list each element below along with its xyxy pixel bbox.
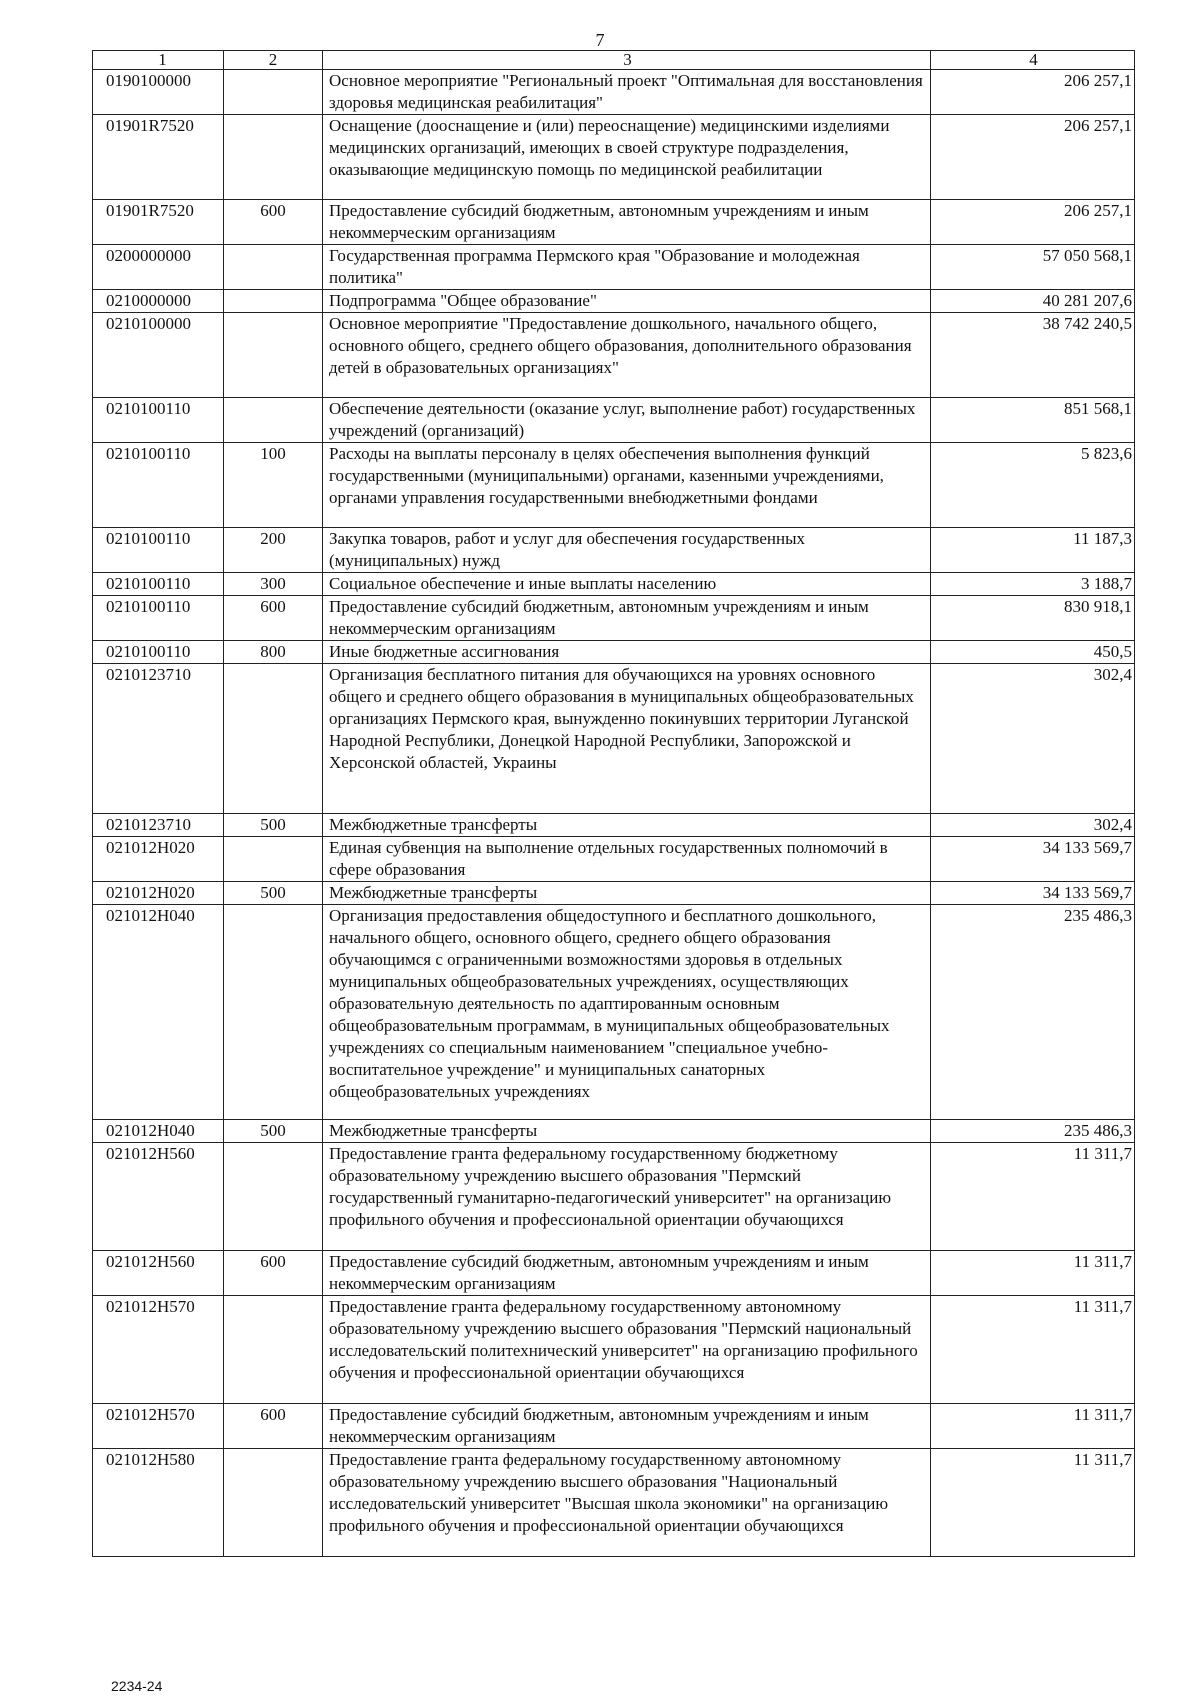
- budget-table: [92, 50, 1135, 1557]
- row-code: 01901R7520: [93, 200, 224, 245]
- row-amount: 5 823,6: [931, 443, 1135, 528]
- row-code: 0210100110: [93, 398, 224, 443]
- row-expense-type: [224, 1296, 323, 1404]
- row-expense-type: [224, 664, 323, 814]
- table-header-row: [93, 51, 1135, 70]
- row-expense-type: [224, 398, 323, 443]
- row-code: 0210100110: [93, 573, 224, 596]
- row-amount: 302,4: [931, 664, 1135, 814]
- row-code: 0210100110: [93, 443, 224, 528]
- table-row: [93, 245, 1135, 290]
- row-description: Оснащение (дооснащение и (или) переоснащение) медицинскими изделиями медицинских организаций, имеющих в своей структуре подразделения, оказывающие медицинскую помощь по медицинской реабилитации: [323, 115, 931, 200]
- table-row: [93, 1296, 1135, 1404]
- row-amount: 851 568,1: [931, 398, 1135, 443]
- table-row: [93, 398, 1135, 443]
- row-code: 0190100000: [93, 70, 224, 115]
- row-amount: 235 486,3: [931, 905, 1135, 1120]
- row-code: 0210100110: [93, 641, 224, 664]
- row-expense-type: 200: [224, 528, 323, 573]
- row-code: 01901R7520: [93, 115, 224, 200]
- table-body: [93, 70, 1135, 1557]
- table-row: [93, 443, 1135, 528]
- document-code: 2234-24: [111, 1678, 163, 1694]
- header-col-3: 3: [323, 51, 931, 70]
- row-code: 021012Н040: [93, 1120, 224, 1143]
- row-amount: 206 257,1: [931, 200, 1135, 245]
- row-description: Организация бесплатного питания для обучающихся на уровнях основного общего и среднего общего образования в муниципальных общеобразовательных организациях Пермского края, вынужденно покинувших территории Луганской Народной Республики, Донецкой Народной Республики, Запорожской и Херсонской областей, Украины: [323, 664, 931, 814]
- row-amount: 11 311,7: [931, 1404, 1135, 1449]
- row-expense-type: 100: [224, 443, 323, 528]
- row-expense-type: [224, 290, 323, 313]
- table-row: [93, 596, 1135, 641]
- table-row: [93, 313, 1135, 398]
- table-row: [93, 1449, 1135, 1557]
- row-description: Межбюджетные трансферты: [323, 814, 931, 837]
- row-description: Предоставление гранта федеральному государственному автономному образовательному учреждению высшего образования "Пермский национальный исследовательский политехнический университет" на организацию профильного обучения и профессиональной ориентации обучающихся: [323, 1296, 931, 1404]
- row-amount: 11 187,3: [931, 528, 1135, 573]
- row-code: 0210123710: [93, 814, 224, 837]
- row-amount: 450,5: [931, 641, 1135, 664]
- page-number: 7: [595, 30, 605, 50]
- row-description: Предоставление субсидий бюджетным, автономным учреждениям и иным некоммерческим организациям: [323, 1404, 931, 1449]
- row-expense-type: 600: [224, 1404, 323, 1449]
- row-description: Основное мероприятие "Региональный проект "Оптимальная для восстановления здоровья медицинская реабилитация": [323, 70, 931, 115]
- row-expense-type: 500: [224, 814, 323, 837]
- row-description: Межбюджетные трансферты: [323, 1120, 931, 1143]
- row-description: Межбюджетные трансферты: [323, 882, 931, 905]
- row-expense-type: 500: [224, 882, 323, 905]
- row-expense-type: [224, 313, 323, 398]
- row-amount: 34 133 569,7: [931, 837, 1135, 882]
- table-row: [93, 882, 1135, 905]
- row-code: 0200000000: [93, 245, 224, 290]
- table-row: [93, 70, 1135, 115]
- row-code: 021012Н020: [93, 837, 224, 882]
- row-expense-type: [224, 245, 323, 290]
- table-row: [93, 905, 1135, 1120]
- row-code: 021012Н570: [93, 1404, 224, 1449]
- row-description: Организация предоставления общедоступного и бесплатного дошкольного, начального общего, основного общего, среднего общего образования обучающимся с ограниченными возможностями здоровья в отдельных муниципальных общеобразовательных учреждениях, осуществляющих образовательную деятельность по адаптированным основным общеобразовательным программам, в муниципальных общеобразовательных учреждениях со специальным наименованием "специальное учебно-воспитательное учреждение" и муниципальных санаторных общеобразовательных учреждениях: [323, 905, 931, 1120]
- row-code: 021012Н020: [93, 882, 224, 905]
- row-expense-type: 500: [224, 1120, 323, 1143]
- row-amount: 206 257,1: [931, 115, 1135, 200]
- row-code: 0210100110: [93, 528, 224, 573]
- row-expense-type: [224, 837, 323, 882]
- row-description: Предоставление субсидий бюджетным, автономным учреждениям и иным некоммерческим организациям: [323, 1251, 931, 1296]
- table-row: [93, 837, 1135, 882]
- row-code: 021012Н570: [93, 1296, 224, 1404]
- row-description: Предоставление субсидий бюджетным, автономным учреждениям и иным некоммерческим организациям: [323, 596, 931, 641]
- header-col-4: 4: [931, 51, 1135, 70]
- table-row: [93, 115, 1135, 200]
- row-description: Предоставление гранта федеральному государственному бюджетному образовательному учреждению высшего образования "Пермский государственный гуманитарно-педагогический университет" на организацию профильного обучения и профессиональной ориентации обучающихся: [323, 1143, 931, 1251]
- table-row: [93, 1404, 1135, 1449]
- row-description: Расходы на выплаты персоналу в целях обеспечения выполнения функций государственными (муниципальными) органами, казенными учреждениями, органами управления государственными внебюджетными фондами: [323, 443, 931, 528]
- table-row: [93, 573, 1135, 596]
- row-amount: 3 188,7: [931, 573, 1135, 596]
- row-description: Предоставление субсидий бюджетным, автономным учреждениям и иным некоммерческим организациям: [323, 200, 931, 245]
- row-expense-type: 600: [224, 1251, 323, 1296]
- row-code: 021012Н560: [93, 1143, 224, 1251]
- row-code: 0210000000: [93, 290, 224, 313]
- row-amount: 830 918,1: [931, 596, 1135, 641]
- row-amount: 302,4: [931, 814, 1135, 837]
- row-description: Государственная программа Пермского края "Образование и молодежная политика": [323, 245, 931, 290]
- row-description: Обеспечение деятельности (оказание услуг, выполнение работ) государственных учреждений (организаций): [323, 398, 931, 443]
- row-amount: 235 486,3: [931, 1120, 1135, 1143]
- table-row: [93, 528, 1135, 573]
- table-row: [93, 641, 1135, 664]
- row-code: 021012Н560: [93, 1251, 224, 1296]
- row-expense-type: 600: [224, 200, 323, 245]
- row-description: Подпрограмма "Общее образование": [323, 290, 931, 313]
- row-amount: 11 311,7: [931, 1143, 1135, 1251]
- table-row: [93, 200, 1135, 245]
- row-amount: 38 742 240,5: [931, 313, 1135, 398]
- row-description: Предоставление гранта федеральному государственному автономному образовательному учреждению высшего образования "Национальный исследовательский университет "Высшая школа экономики" на организацию профильного обучения и профессиональной ориентации обучающихся: [323, 1449, 931, 1557]
- table-row: [93, 290, 1135, 313]
- row-description: Единая субвенция на выполнение отдельных государственных полномочий в сфере образования: [323, 837, 931, 882]
- row-amount: 11 311,7: [931, 1449, 1135, 1557]
- row-expense-type: 800: [224, 641, 323, 664]
- row-description: Основное мероприятие "Предоставление дошкольного, начального общего, основного общего, среднего общего образования, дополнительного образования детей в образовательных организациях": [323, 313, 931, 398]
- row-description: Закупка товаров, работ и услуг для обеспечения государственных (муниципальных) нужд: [323, 528, 931, 573]
- row-amount: 206 257,1: [931, 70, 1135, 115]
- row-code: 021012Н580: [93, 1449, 224, 1557]
- row-description: Иные бюджетные ассигнования: [323, 641, 931, 664]
- row-amount: 34 133 569,7: [931, 882, 1135, 905]
- table-row: [93, 664, 1135, 814]
- table-row: [93, 814, 1135, 837]
- header-col-1: 1: [93, 51, 224, 70]
- row-expense-type: 300: [224, 573, 323, 596]
- table-row: [93, 1143, 1135, 1251]
- header-col-2: 2: [224, 51, 323, 70]
- row-amount: 11 311,7: [931, 1251, 1135, 1296]
- row-expense-type: [224, 1449, 323, 1557]
- row-code: 0210100000: [93, 313, 224, 398]
- row-amount: 40 281 207,6: [931, 290, 1135, 313]
- row-amount: 57 050 568,1: [931, 245, 1135, 290]
- row-code: 0210100110: [93, 596, 224, 641]
- row-code: 021012Н040: [93, 905, 224, 1120]
- row-expense-type: [224, 115, 323, 200]
- row-expense-type: 600: [224, 596, 323, 641]
- row-expense-type: [224, 905, 323, 1120]
- row-expense-type: [224, 70, 323, 115]
- row-amount: 11 311,7: [931, 1296, 1135, 1404]
- row-description: Социальное обеспечение и иные выплаты населению: [323, 573, 931, 596]
- row-expense-type: [224, 1143, 323, 1251]
- table-row: [93, 1251, 1135, 1296]
- table-row: [93, 1120, 1135, 1143]
- row-code: 0210123710: [93, 664, 224, 814]
